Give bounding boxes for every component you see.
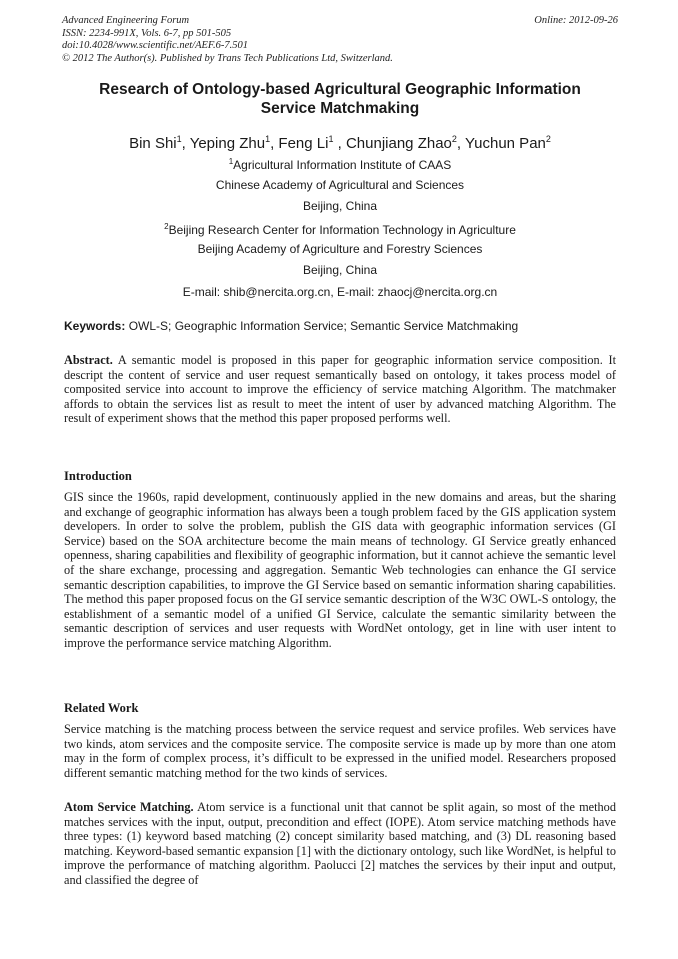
- copyright-line: © 2012 The Author(s). Published by Trans Tech Publications Ltd, Switzerland.: [62, 52, 393, 64]
- keywords-label: Keywords:: [64, 319, 126, 333]
- online-date: Online: 2012-09-26: [534, 15, 618, 26]
- atom-matching-label: Atom Service Matching.: [64, 800, 194, 814]
- related-work-paragraph-2: [64, 800, 616, 888]
- author-affil-mark: 2: [545, 134, 551, 144]
- title-line-1: Research of Ontology-based Agricultural Geographic Information: [99, 81, 581, 98]
- abstract-text: A semantic model is proposed in this paper for geographic information service composition. It descript the content of service and user request semantically based on ontology, it takes process model of composited service into account to improve the efficiency of service matching Algorithm. The matchmaker affords to obtain the services list as result to meet the intent of user by advanced matching Algorithm. The result of experiment shows that the method this paper proposed performs well.: [64, 353, 616, 426]
- author-name: , Yuchun Pan: [456, 135, 546, 152]
- affiliation-2-line-1: [62, 220, 618, 237]
- author-name: , Yeping Zhu: [181, 135, 266, 152]
- affiliation-1-line-2: Chinese Academy of Agricultural and Sciences: [215, 178, 465, 192]
- title-line-2: Service Matchmaking: [260, 100, 420, 117]
- author-affil-mark: 1: [265, 134, 271, 144]
- keywords: [64, 319, 616, 333]
- email-line: E-mail: shib@nercita.org.cn, E-mail: zhaocj@nercita.org.cn: [182, 285, 498, 299]
- author-affil-mark: 1: [328, 134, 334, 144]
- paper-title: [62, 80, 618, 118]
- author-name: Bin Shi: [129, 135, 177, 152]
- author-affil-mark: 2: [451, 134, 457, 144]
- related-work-paragraph-1: Service matching is the matching process between the service request and service profiles. Web services have two kinds, atom services and the composite service. The composite service is made up by more than one atom may in the form of complex process, it’s difficult to be expressed in the unified model. Researchers proposed different semantic matching method for the two kinds of services.: [64, 722, 616, 780]
- affiliation-1-line-1: [62, 155, 618, 172]
- atom-matching-text: Atom service is a functional unit that cannot be split again, so most of the method matches services with the input, output, precondition and effect (IOPE). Atom service matching methods have three types: (1) keyword based matching (2) concept similarity based matching, and (3) DL reasoning based matching. Keyword-based semantic expansion [1] with the dictionary ontology, such like WordNet, is helpful to improve the performance of matching algorithm. Paolucci [2] matches the services by their input and output, and classified the degree of: [64, 800, 616, 887]
- abstract: [64, 353, 616, 426]
- author-name: , Chunjiang Zhao: [333, 135, 452, 152]
- journal-name: Advanced Engineering Forum: [62, 15, 190, 26]
- introduction-text: GIS since the 1960s, rapid development, continuously applied in the new domains and areas, but the sharing and exchange of geographic information has always been a tough problem faced by the GIS application system developers. In order to solve the problem, publish the GIS data with geographic information services (GI Service) based on the SOA architecture become the main means of technology. GI Service greatly enhanced openness, sharing capabilities and flexibility of geographic information, but it cannot achieve the semantic level of the share exchange, processing and aggregation. Semantic Web technologies can enhance the GI service semantic description capabilities, to improve the GI Service based on semantic information sharing capabilities. The method this paper proposed focus on the GI service semantic description of the W3C OWL-S ontology, the establishment of a semantic model of a unified GI Service, calculate the semantic similarity between the semantic description of services and user requests with WordNet ontology, get in line with user intent to improve the performance service matching Algorithm.: [64, 490, 616, 650]
- affiliation-text: Beijing Research Center for Information Technology in Agriculture: [168, 223, 516, 237]
- author-affil-mark: 1: [176, 134, 182, 144]
- affiliation-mark: 1: [228, 157, 234, 166]
- related-work-heading: Related Work: [64, 701, 139, 715]
- abstract-label: Abstract.: [64, 353, 113, 367]
- affiliation-2-line-2: Beijing Academy of Agriculture and Forestry Sciences: [197, 242, 483, 256]
- affiliation-mark: 2: [164, 222, 169, 231]
- author-name: , Feng Li: [270, 135, 329, 152]
- keywords-text: OWL-S; Geographic Information Service; Semantic Service Matchmaking: [125, 319, 519, 333]
- doi-line: doi:10.4028/www.scientific.net/AEF.6-7.501: [62, 40, 248, 51]
- journal-header: [62, 15, 618, 65]
- introduction-heading: Introduction: [64, 469, 132, 483]
- issn-line: ISSN: 2234-991X, Vols. 6-7, pp 501-505: [62, 27, 232, 39]
- affiliation-1-line-3: Beijing, China: [302, 199, 378, 213]
- affiliation-2-line-3: Beijing, China: [302, 263, 378, 277]
- affiliation-text: Agricultural Information Institute of CAAS: [233, 158, 452, 172]
- author-list: [62, 130, 618, 153]
